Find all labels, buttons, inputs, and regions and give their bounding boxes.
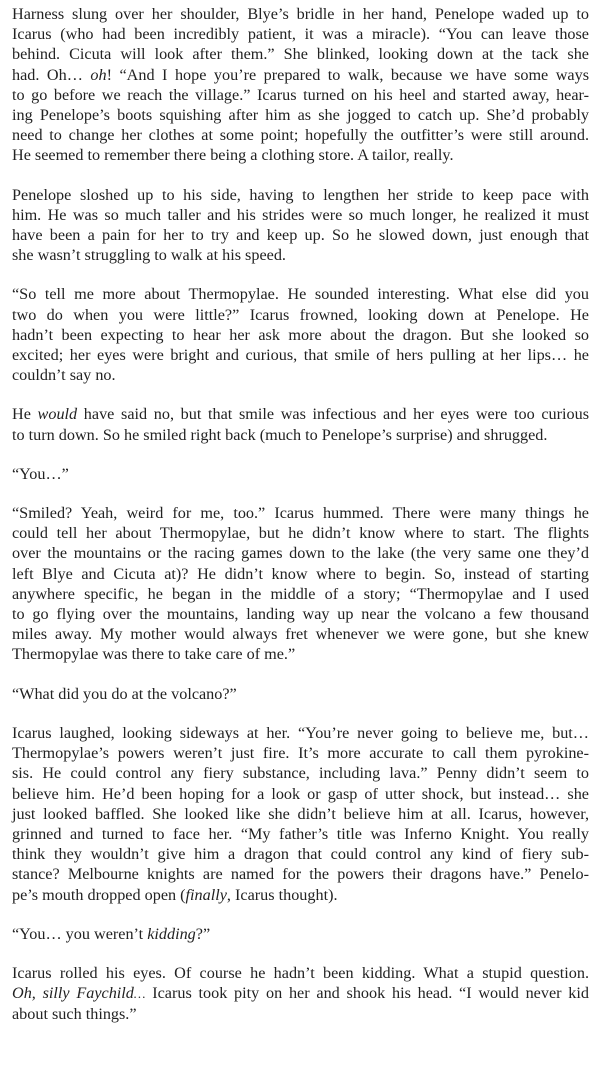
text-line: grinned and turned to face her. “My father’s title was Inferno Knight. You really bbox=[12, 824, 589, 843]
paragraph bbox=[12, 404, 589, 444]
paragraph bbox=[12, 4, 589, 166]
text-line: behind. Cicuta will look after them.” She blinked, looking down at the tack she bbox=[12, 45, 589, 64]
paragraph bbox=[12, 503, 589, 665]
text-line: hadn’t been expecting to hear her ask more about the dragon. But she looked so bbox=[12, 325, 589, 344]
text-line: to go before we reach the village.” Icarus turned on his heel and started away, hear- bbox=[12, 85, 589, 104]
text-line bbox=[12, 924, 589, 944]
text-line: “What did you do at the volcano?” bbox=[12, 684, 237, 703]
text-line: couldn’t say no. bbox=[12, 366, 116, 385]
text-line: she wasn’t struggling to walk at his speed. bbox=[12, 246, 286, 265]
text-line bbox=[12, 65, 589, 85]
text-run: , Icarus thought). bbox=[226, 885, 338, 904]
text-run: have said no, but that smile was infectious and her eyes were too curious bbox=[77, 405, 589, 424]
text-line: Icarus rolled his eyes. Of course he hadn’t been kidding. What a stupid question. bbox=[12, 963, 589, 982]
text-line: Harness slung over her shoulder, Blye’s bridle in her hand, Penelope waded up to bbox=[12, 5, 589, 23]
text-run: “You… you weren’t bbox=[12, 924, 148, 943]
text-run: Icarus took pity on her and shook his head. “I would never kid bbox=[145, 984, 589, 1003]
text-run: had. Oh… bbox=[12, 65, 91, 84]
text-line: about such things.” bbox=[12, 1005, 137, 1024]
text-line: need to change her clothes at some point; hopefully the outfitter’s were still around. bbox=[12, 126, 589, 145]
text-line: to turn down. So he smiled right back (much to Penelope’s surprise) and shrugged. bbox=[12, 425, 548, 444]
italic-text: Oh, silly Faychild bbox=[12, 984, 134, 1003]
text-line: have been a pain for her to try and keep up. So he slowed down, just enough that bbox=[12, 226, 589, 245]
text-line: him. He was so much taller and his strides were so much longer, he realized it must bbox=[12, 205, 589, 224]
text-line bbox=[12, 983, 589, 1004]
italic-text: … bbox=[133, 986, 146, 1002]
text-line: anywhere specific, he began in the middle of a story; “Thermopylae and I used bbox=[12, 584, 589, 603]
text-line: Thermopylae was there to take care of me.” bbox=[12, 645, 296, 664]
text-line: left Blye and Cicuta at)? He didn’t know where to begin. So, instead of starting bbox=[12, 564, 589, 583]
text-line: believe him. He’d been hoping for a look or gasp of utter shock, but instead… she bbox=[12, 784, 589, 803]
paragraph bbox=[12, 684, 589, 704]
text-line: miles away. My mother would always fret whenever we were gone, but she knew bbox=[12, 625, 589, 644]
text-line: think they wouldn’t give him a dragon that could control any kind of fiery sub- bbox=[12, 845, 589, 864]
text-line: He seemed to remember there being a clothing store. A tailor, really. bbox=[12, 146, 454, 165]
paragraph bbox=[12, 284, 589, 385]
text-line: stance? Melbourne knights are named for the powers their dragons have.” Penelo- bbox=[12, 865, 589, 884]
text-line: “You…” bbox=[12, 464, 69, 483]
text-line: Icarus (who had been incredibly patient, it was a miracle). “You can leave those bbox=[12, 25, 589, 44]
italic-text: kidding bbox=[147, 924, 196, 943]
italic-text: finally bbox=[185, 885, 227, 904]
paragraph bbox=[12, 723, 589, 905]
text-run: ! “And I hope you’re prepared to walk, because we have some ways bbox=[106, 65, 590, 84]
text-line: ing Penelope’s boots squishing after him as she jogged to catch up. She’d probably bbox=[12, 106, 589, 125]
text-line: just looked baffled. She looked like she didn’t believe him at all. Icarus, however, bbox=[12, 804, 589, 823]
text-run: pe’s mouth dropped open ( bbox=[12, 885, 186, 904]
text-line: “So tell me more about Thermopylae. He sounded interesting. What else did you bbox=[12, 285, 589, 304]
text-line bbox=[12, 404, 589, 424]
text-line: excited; her eyes were bright and curious, that smile of hers pulling at her lips… he bbox=[12, 346, 589, 365]
text-line bbox=[12, 885, 589, 905]
italic-text: would bbox=[37, 405, 78, 424]
text-line: sis. He could control any fiery substance, including lava.” Penny didn’t seem to bbox=[12, 764, 589, 783]
text-run: He bbox=[12, 405, 38, 424]
text-line: Icarus laughed, looking sideways at her. “You’re never going to believe me, but… bbox=[12, 723, 589, 742]
text-line: “Smiled? Yeah, weird for me, too.” Icarus hummed. There were many things he bbox=[12, 504, 589, 523]
text-run: ?” bbox=[195, 924, 211, 943]
text-line: Thermopylae’s powers weren’t just fire. It’s more accurate to call them pyrokine- bbox=[12, 744, 589, 763]
paragraph bbox=[12, 963, 589, 1025]
text-line: Penelope sloshed up to his side, having to lengthen her stride to keep pace with bbox=[12, 185, 589, 204]
text-line: to go flying over the mountains, landing way up near the volcano a few thousand bbox=[12, 605, 589, 624]
text-line: could tell her about Thermopylae, but he didn’t know where to start. The flights bbox=[12, 524, 589, 543]
paragraph bbox=[12, 464, 589, 484]
italic-text: oh bbox=[90, 65, 107, 84]
paragraph bbox=[12, 924, 589, 944]
text-line: two do when you were little?” Icarus frowned, looking down at Penelope. He bbox=[12, 305, 589, 324]
paragraph bbox=[12, 185, 589, 266]
text-line: over the mountains or the racing games down to the lake (the very same one they’d bbox=[12, 544, 589, 563]
